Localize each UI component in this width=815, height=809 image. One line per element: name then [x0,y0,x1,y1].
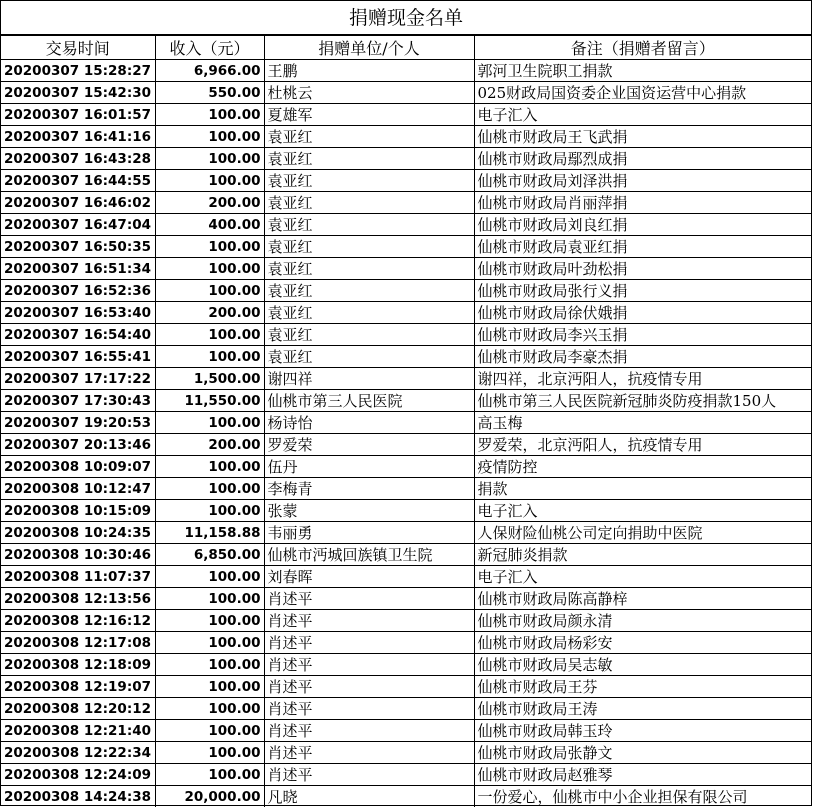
amount-cell[interactable]: 100.00 [155,104,264,126]
note-cell[interactable]: 仙桃市财政局徐伏娥捐 [474,302,811,324]
amount-cell[interactable]: 100.00 [155,456,264,478]
donor-cell[interactable]: 肖述平 [264,698,474,720]
note-cell[interactable]: 仙桃市财政局王芬 [474,676,811,698]
note-cell[interactable]: 郭河卫生院职工捐款 [474,60,811,82]
amount-cell[interactable]: 100.00 [155,324,264,346]
time-cell[interactable]: 20200307 16:53:40 [1,302,155,324]
note-cell[interactable]: 电子汇入 [474,104,811,126]
amount-cell[interactable]: 100.00 [155,632,264,654]
table-row [1,654,811,676]
header-donor[interactable]: 捐赠单位/个人 [264,36,474,60]
amount-cell[interactable]: 100.00 [155,280,264,302]
donor-cell[interactable]: 杨诗怡 [264,412,474,434]
header-note[interactable]: 备注（捐赠者留言） [474,36,811,60]
time-cell[interactable]: 20200307 20:13:46 [1,434,155,456]
amount-cell[interactable]: 100.00 [155,126,264,148]
header-row [1,36,811,60]
donor-cell[interactable]: 肖述平 [264,764,474,786]
donor-cell[interactable]: 袁亚红 [264,214,474,236]
table-row [1,588,811,610]
note-cell[interactable]: 仙桃市财政局鄢烈成捐 [474,148,811,170]
amount-cell[interactable]: 100.00 [155,258,264,280]
donor-cell[interactable]: 袁亚红 [264,236,474,258]
table-row [1,390,811,412]
table-row [1,764,811,786]
donor-cell[interactable]: 袁亚红 [264,170,474,192]
table-row [1,544,811,566]
table-row [1,368,811,390]
note-cell[interactable]: 仙桃市财政局李豪杰捐 [474,346,811,368]
time-cell[interactable]: 20200308 10:09:07 [1,456,155,478]
donor-cell[interactable]: 仙桃市沔城回族镇卫生院 [264,544,474,566]
table-row [1,676,811,698]
time-cell[interactable]: 20200308 12:21:40 [1,720,155,742]
time-cell[interactable]: 20200307 16:52:36 [1,280,155,302]
time-cell[interactable]: 20200308 12:24:09 [1,764,155,786]
donor-cell[interactable]: 袁亚红 [264,324,474,346]
sheet-title: 捐赠现金名单 [1,1,811,35]
note-cell[interactable]: 仙桃市财政局袁亚红捐 [474,236,811,258]
time-cell[interactable]: 20200307 17:30:43 [1,390,155,412]
time-cell[interactable]: 20200307 16:55:41 [1,346,155,368]
note-cell[interactable]: 仙桃市财政局吴志敏 [474,654,811,676]
note-cell[interactable]: 仙桃市财政局刘良红捐 [474,214,811,236]
table-row [1,214,811,236]
time-cell[interactable]: 20200308 14:24:38 [1,786,155,808]
table-row [1,170,811,192]
donor-cell[interactable]: 袁亚红 [264,346,474,368]
time-cell[interactable]: 20200308 12:17:08 [1,632,155,654]
table-row [1,412,811,434]
amount-cell[interactable]: 100.00 [155,720,264,742]
donor-cell[interactable]: 袁亚红 [264,302,474,324]
table-row [1,456,811,478]
table-row [1,610,811,632]
table-row [1,104,811,126]
donor-cell[interactable]: 仙桃市第三人民医院 [264,390,474,412]
table-row [1,280,811,302]
amount-cell[interactable]: 100.00 [155,412,264,434]
donor-cell[interactable]: 袁亚红 [264,148,474,170]
donor-cell[interactable]: 肖述平 [264,676,474,698]
amount-cell[interactable]: 1,500.00 [155,368,264,390]
time-cell[interactable]: 20200308 12:18:09 [1,654,155,676]
donor-cell[interactable]: 夏雄军 [264,104,474,126]
table-row [1,522,811,544]
time-cell[interactable]: 20200307 16:54:40 [1,324,155,346]
amount-cell[interactable]: 100.00 [155,654,264,676]
header-transaction-time[interactable]: 交易时间 [1,36,155,60]
amount-cell[interactable]: 100.00 [155,170,264,192]
table-row [1,60,811,82]
note-cell[interactable]: 电子汇入 [474,500,811,522]
time-cell[interactable]: 20200308 12:16:12 [1,610,155,632]
donor-cell[interactable]: 凡晓 [264,786,474,808]
amount-cell[interactable]: 6,966.00 [155,60,264,82]
amount-cell[interactable]: 100.00 [155,236,264,258]
time-cell[interactable]: 20200308 12:13:56 [1,588,155,610]
amount-cell[interactable]: 11,550.00 [155,390,264,412]
time-cell[interactable]: 20200307 15:42:30 [1,82,155,104]
donor-cell[interactable]: 伍丹 [264,456,474,478]
donor-cell[interactable]: 杜桃云 [264,82,474,104]
donor-cell[interactable]: 袁亚红 [264,258,474,280]
table-row [1,720,811,742]
table-row [1,478,811,500]
note-cell[interactable]: 高玉梅 [474,412,811,434]
amount-cell[interactable]: 11,158.88 [155,522,264,544]
donor-cell[interactable]: 王鹏 [264,60,474,82]
time-cell[interactable]: 20200307 15:28:27 [1,60,155,82]
amount-cell[interactable]: 400.00 [155,214,264,236]
amount-cell[interactable]: 100.00 [155,588,264,610]
time-cell[interactable]: 20200307 17:17:22 [1,368,155,390]
amount-cell[interactable]: 6,850.00 [155,544,264,566]
note-cell[interactable]: 电子汇入 [474,566,811,588]
amount-cell[interactable]: 100.00 [155,742,264,764]
note-cell[interactable]: 一份爱心，仙桃市中小企业担保有限公司 [474,786,811,808]
table-row [1,434,811,456]
note-cell[interactable]: 仙桃市财政局颜永清 [474,610,811,632]
amount-cell[interactable]: 200.00 [155,192,264,214]
time-cell[interactable]: 20200307 16:43:28 [1,148,155,170]
amount-cell[interactable]: 100.00 [155,148,264,170]
amount-cell[interactable]: 100.00 [155,566,264,588]
amount-cell[interactable]: 100.00 [155,698,264,720]
note-cell[interactable]: 罗爱荣，北京沔阳人，抗疫情专用 [474,434,811,456]
table-row [1,82,811,104]
table-row [1,632,811,654]
table-row [1,236,811,258]
note-cell[interactable]: 仙桃市财政局韩玉玲 [474,720,811,742]
table-row [1,566,811,588]
time-cell[interactable]: 20200308 12:20:12 [1,698,155,720]
note-cell[interactable]: 025财政局国资委企业国资运营中心捐款 [474,82,811,104]
amount-cell[interactable]: 100.00 [155,346,264,368]
note-cell[interactable]: 仙桃市财政局陈高静梓 [474,588,811,610]
donation-table [1,35,811,807]
table-row [1,346,811,368]
table-row [1,192,811,214]
note-cell[interactable]: 仙桃市财政局李兴玉捐 [474,324,811,346]
donor-cell[interactable]: 肖述平 [264,632,474,654]
amount-cell[interactable]: 100.00 [155,478,264,500]
header-income[interactable]: 收入（元） [155,36,264,60]
donor-cell[interactable]: 肖述平 [264,588,474,610]
amount-cell[interactable]: 100.00 [155,500,264,522]
time-cell[interactable]: 20200307 16:51:34 [1,258,155,280]
table-row [1,698,811,720]
amount-cell[interactable]: 100.00 [155,764,264,786]
table-row [1,258,811,280]
amount-cell[interactable]: 550.00 [155,82,264,104]
time-cell[interactable]: 20200307 16:01:57 [1,104,155,126]
note-cell[interactable]: 仙桃市财政局王飞武捐 [474,126,811,148]
time-cell[interactable]: 20200308 11:07:37 [1,566,155,588]
note-cell[interactable]: 仙桃市财政局张行义捐 [474,280,811,302]
time-cell[interactable]: 20200308 12:19:07 [1,676,155,698]
time-cell[interactable]: 20200307 16:50:35 [1,236,155,258]
donor-cell[interactable]: 罗爱荣 [264,434,474,456]
time-cell[interactable]: 20200308 12:22:34 [1,742,155,764]
note-cell[interactable]: 仙桃市财政局肖丽萍捐 [474,192,811,214]
time-cell[interactable]: 20200307 16:44:55 [1,170,155,192]
table-row [1,148,811,170]
table-row [1,742,811,764]
time-cell[interactable]: 20200307 16:41:16 [1,126,155,148]
donor-cell[interactable]: 袁亚红 [264,192,474,214]
note-cell[interactable]: 疫情防控 [474,456,811,478]
table-row [1,500,811,522]
table-row [1,126,811,148]
donor-cell[interactable]: 袁亚红 [264,126,474,148]
note-cell[interactable]: 仙桃市财政局刘泽洪捐 [474,170,811,192]
donor-cell[interactable]: 肖述平 [264,610,474,632]
note-cell[interactable]: 人保财险仙桃公司定向捐助中医院 [474,522,811,544]
time-cell[interactable]: 20200307 16:46:02 [1,192,155,214]
note-cell[interactable]: 新冠肺炎捐款 [474,544,811,566]
amount-cell[interactable]: 200.00 [155,302,264,324]
table-row [1,786,811,808]
time-cell[interactable]: 20200308 10:15:09 [1,500,155,522]
donor-cell[interactable]: 肖述平 [264,742,474,764]
amount-cell[interactable]: 20,000.00 [155,786,264,808]
donor-cell[interactable]: 袁亚红 [264,280,474,302]
note-cell[interactable]: 仙桃市财政局张静文 [474,742,811,764]
donor-cell[interactable]: 肖述平 [264,654,474,676]
amount-cell[interactable]: 100.00 [155,676,264,698]
note-cell[interactable]: 仙桃市财政局杨彩安 [474,632,811,654]
table-row [1,324,811,346]
amount-cell[interactable]: 100.00 [155,610,264,632]
donor-cell[interactable]: 张蒙 [264,500,474,522]
time-cell[interactable]: 20200308 10:30:46 [1,544,155,566]
note-cell[interactable]: 捐款 [474,478,811,500]
note-cell[interactable]: 谢四祥，北京沔阳人，抗疫情专用 [474,368,811,390]
table-row [1,302,811,324]
donor-cell[interactable]: 李梅青 [264,478,474,500]
note-cell[interactable]: 仙桃市第三人民医院新冠肺炎防疫捐款150人 [474,390,811,412]
amount-cell[interactable]: 200.00 [155,434,264,456]
note-cell[interactable]: 仙桃市财政局赵雅琴 [474,764,811,786]
donor-cell[interactable]: 谢四祥 [264,368,474,390]
time-cell[interactable]: 20200308 10:24:35 [1,522,155,544]
donor-cell[interactable]: 韦丽勇 [264,522,474,544]
note-cell[interactable]: 仙桃市财政局叶劲松捐 [474,258,811,280]
time-cell[interactable]: 20200308 10:12:47 [1,478,155,500]
time-cell[interactable]: 20200307 19:20:53 [1,412,155,434]
note-cell[interactable]: 仙桃市财政局王涛 [474,698,811,720]
time-cell[interactable]: 20200307 16:47:04 [1,214,155,236]
donor-cell[interactable]: 刘春晖 [264,566,474,588]
donor-cell[interactable]: 肖述平 [264,720,474,742]
